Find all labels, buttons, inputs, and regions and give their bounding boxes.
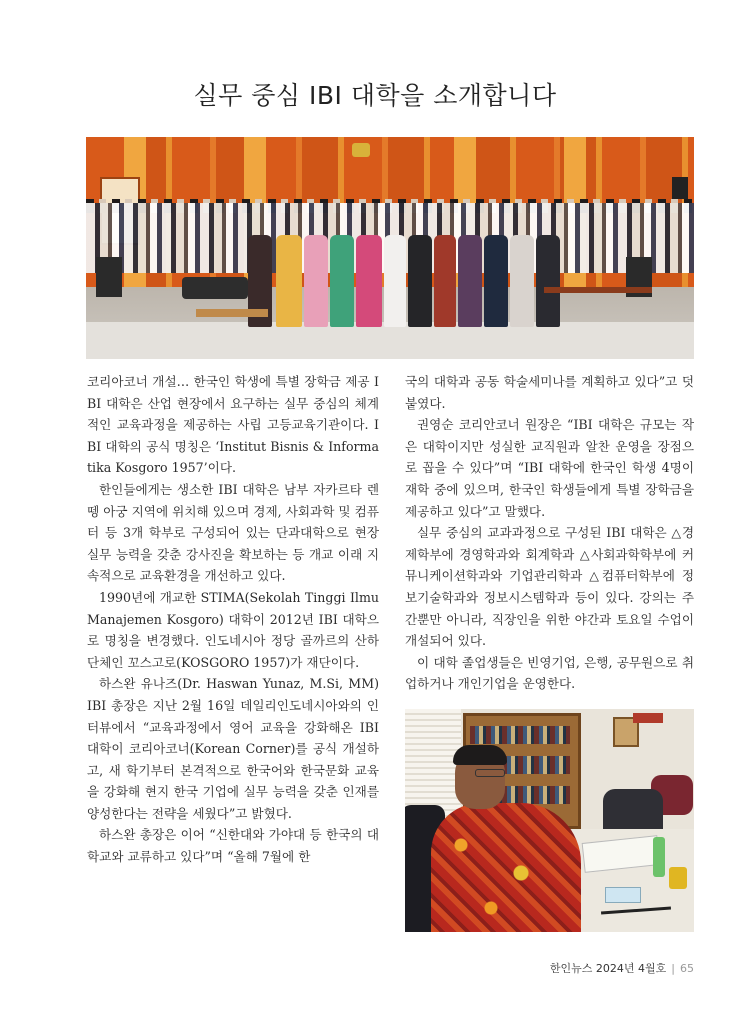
sofa <box>182 277 248 299</box>
front-person <box>330 235 354 327</box>
paragraph: 하스완 총장은 이어 “신한대와 가야대 등 한국의 대학교와 교류하고 있다”며 “올해 7월에 한 <box>87 827 379 865</box>
paragraph: 1990년에 개교한 STIMA(Sekolah Tinggi Ilmu Manajemen Kosgoro) 대학이 2012년 IBI 대학으로 명칭을 변경했다. 인도네시아 정당 골까르의 산하 단체인 꼬스고로(KOSGORO 1957)가 재단이다. <box>87 589 379 670</box>
floor <box>86 322 694 359</box>
article-title: 실무 중심 IBI 대학을 소개합니다 <box>193 81 557 110</box>
chair <box>96 257 122 297</box>
water-bottle <box>653 837 665 877</box>
front-person <box>510 235 534 327</box>
front-person <box>536 235 560 327</box>
jar <box>669 867 687 889</box>
side-table <box>544 287 652 293</box>
front-person <box>458 235 482 327</box>
batik-shirt <box>431 803 581 932</box>
name-card <box>605 887 641 903</box>
article-right-column <box>405 371 694 695</box>
front-person <box>384 235 406 327</box>
paragraph: 한인들에게는 생소한 IBI 대학은 남부 자카르타 렌뗑 아궁 지역에 위치해 있으며 경제, 사회과학 및 컴퓨터 등 3개 학부로 구성되어 있는 단과대학으로 현장 실무 능력을 갖춘 강사진을 확보하는 등 개교 이래 지속적으로 교육환경을 개선하고 있다. <box>87 481 379 584</box>
front-person <box>434 235 456 327</box>
paragraph: 이 대학 졸업생들은 빈영기업, 은행, 공무원으로 취업하거나 개인기업을 운영한다. <box>405 654 694 692</box>
glasses <box>475 769 505 777</box>
paragraph: 하스완 유나즈(Dr. Haswan Yunaz, M.Si, MM) IBI 총장은 지난 2월 16일 데일리인도네시아와의 인터뷰에서 “교육과정에서 영어 교육을 강화해온 IBI 대학이 코리아코너(Korean Corner)를 공식 개설하고, 새 학기부터 본격적으로 한국어와 한국문화 교육을 강화해 현지 한국 기업에 실무 능력을 갖춘 인재를 양성한다는 전략을 세웠다”고 밝혔다. <box>87 676 379 821</box>
rector-photo <box>405 709 694 932</box>
wall-ornament <box>633 713 663 723</box>
paragraph: 코리아코너 개설… 한국인 학생에 특별 장학금 제공 IBI 대학은 산업 현장에서 요구하는 실무 중심의 체계적인 교육과정을 제공하는 사립 고등교육기관이다. IBI 대학의 공식 명칭은 ‘Institut Bisnis & Informatika Kosgoro 1957’이다. <box>87 374 379 476</box>
coffee-table <box>196 309 268 317</box>
wall-speaker <box>672 177 688 199</box>
bookshelf <box>470 726 570 744</box>
paragraph: 권영순 코리안코너 원장은 “IBI 대학은 규모는 작은 대학이지만 성실한 교직원과 알찬 운영을 장점으로 꼽을 수 있다”며 “IBI 대학에 한국인 학생 4명이 재학 중에 있으며, 한국인 학생들에게 특별 장학금을 제공하고 있다”고 말했다. <box>405 417 694 519</box>
footer-separator: | <box>671 962 675 975</box>
person-hair <box>453 745 507 765</box>
front-person <box>356 235 382 327</box>
front-person <box>276 235 302 327</box>
front-person <box>408 235 432 327</box>
paragraph: 국의 대학과 공동 학술세미나를 계획하고 있다”고 덧붙였다. <box>405 374 694 411</box>
page-number: 65 <box>680 962 694 975</box>
page-footer <box>420 960 694 976</box>
front-person <box>304 235 328 327</box>
front-person <box>484 235 508 327</box>
article-left-column <box>87 371 379 868</box>
publication-name: 한인뉴스 2024년 4월호 <box>549 962 667 975</box>
group-photo <box>86 137 694 359</box>
paragraph: 실무 중심의 교과과정으로 구성된 IBI 대학은 △경제학부에 경영학과와 회계학과 △사회과학학부에 커뮤니케이션학과와 기업관리학과 △컴퓨터학부에 정보기술학과와 정보시스템학과 등이 있다. 강의는 주간뿐만 아니라, 직장인을 위한 야간과 토요일 수업이 개설되어 있다. <box>405 525 694 649</box>
wall-emblem <box>352 143 370 157</box>
